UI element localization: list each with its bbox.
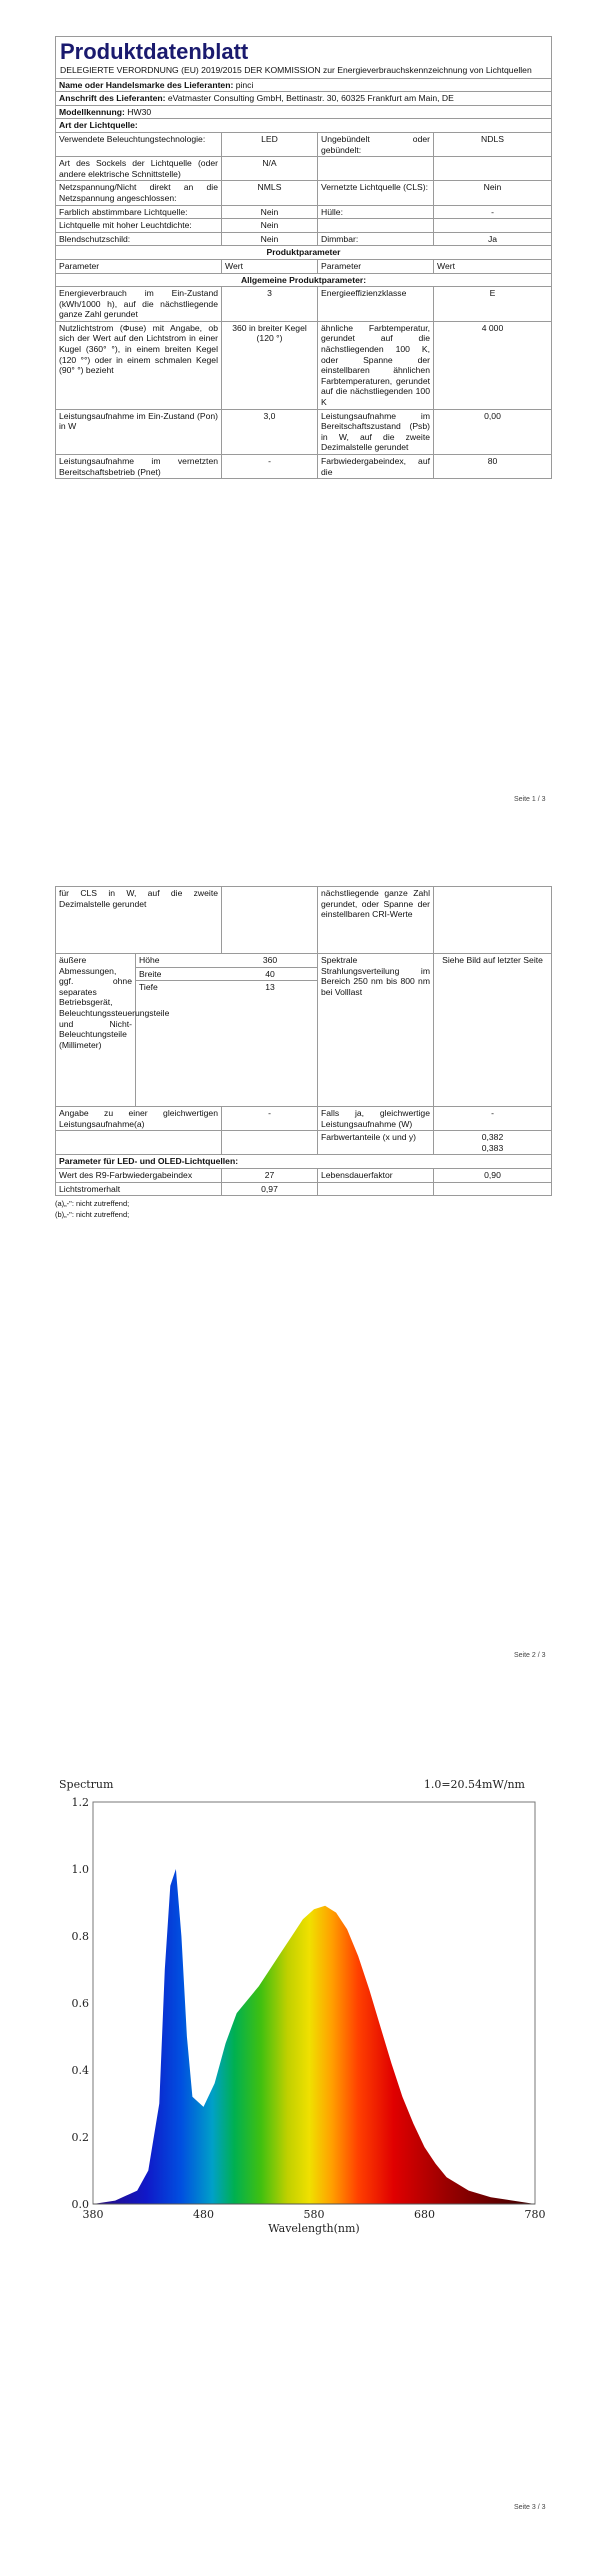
footnote-b: (b)„-": nicht zutreffend; <box>55 1210 130 1220</box>
dimension-name: Höhe <box>136 954 222 967</box>
table-row <box>56 887 552 954</box>
row-value: Ja <box>434 232 552 246</box>
equivalent-power-label: Angabe zu einer gleichwertigen Leistungsaufnahme(a) <box>56 1107 222 1131</box>
row-label: Farblich abstimmbare Lichtquelle: <box>56 205 222 219</box>
row-value: NDLS <box>434 132 552 156</box>
document-title: Produktdatenblatt <box>60 39 249 64</box>
footnote-a: (a)„-": nicht zutreffend; <box>55 1199 130 1209</box>
table-row <box>56 321 552 409</box>
row-value: 3,0 <box>222 409 318 454</box>
row-label: Energieverbrauch im Ein-Zustand (kWh/1000 h), auf die nächstliegende ganze Zahl gerundet <box>56 287 222 322</box>
supplier-address: eVatmaster Consulting GmbH, Bettinastr. 30, 60325 Frankfurt am Main, DE <box>167 93 454 104</box>
table-row <box>56 1131 552 1155</box>
y-tick-label: 1.0 <box>71 1863 89 1876</box>
row-value: NMLS <box>222 181 318 205</box>
page-number: Seite 2 / 3 <box>514 1652 546 1659</box>
table-row <box>56 287 552 322</box>
row-label: Verwendete Beleuchtungstechnologie: <box>56 132 222 156</box>
row-value: 0,00 <box>434 409 552 454</box>
y-tick-label: 0.0 <box>71 2198 89 2211</box>
model-label: Modellkennung: <box>59 106 125 117</box>
page-1 <box>0 0 603 820</box>
row-value: Nein <box>222 219 318 233</box>
table-row <box>56 1107 552 1131</box>
row-value: Nein <box>222 205 318 219</box>
column-header-row <box>56 259 552 273</box>
chromaticity-label: Farbwertanteile (x und y) <box>318 1131 434 1155</box>
row-value: 4 000 <box>434 321 552 409</box>
column-header: Parameter <box>56 259 222 273</box>
x-axis-label: Wavelength(nm) <box>268 2222 360 2235</box>
y-tick-label: 0.6 <box>71 1997 89 2010</box>
row-label: für CLS in W, auf die zweite Dezimalstelle gerundet <box>56 887 222 954</box>
row-label: Art des Sockels der Lichtquelle (oder andere elektrische Schnittstelle) <box>56 157 222 181</box>
row-value: LED <box>222 132 318 156</box>
table-row <box>56 455 552 479</box>
column-header: Parameter <box>318 259 434 273</box>
r9-label: Wert des R9-Farbwiedergabeindex <box>56 1168 222 1182</box>
dimensions-row <box>56 954 552 1107</box>
spectral-value: Siehe Bild auf letzter Seite <box>434 954 552 1107</box>
supplier-address-label: Anschrift des Lieferanten: <box>59 93 166 104</box>
y-tick-label: 0.2 <box>71 2131 89 2144</box>
dimensions-label: äußere Abmessungen, ggf. ohne separates Betriebsgerät, Beleuchtungssteuerungsteile und Nicht-Beleuchtungsteile (Millimeter) <box>56 954 136 1107</box>
supplier-name-label: Name oder Handelsmarke des Lieferanten: <box>59 79 234 90</box>
table-row <box>56 232 552 246</box>
y-tick-label: 0.8 <box>71 1930 89 1943</box>
dimension-value: 40 <box>222 967 318 981</box>
lumen-maintenance-label: Lichtstromerhalt <box>56 1182 222 1196</box>
row-label: Netzspannung/Nicht direkt an die Netzspannung angeschlossen: <box>56 181 222 205</box>
row-label: ähnliche Farbtemperatur, gerundet auf die nächstliegenden 100 K, oder Spanne der einstellbaren ähnlichen Farbtemperaturen, gerundet auf die nächstliegenden 100 K <box>318 321 434 409</box>
row-label: Energieeffizienzklasse <box>318 287 434 322</box>
table-row <box>56 181 552 205</box>
row-label <box>318 219 434 233</box>
row-label: Leistungsaufnahme im Ein-Zustand (Pon) in W <box>56 409 222 454</box>
column-header: Wert <box>222 259 318 273</box>
row-label: Dimmbar: <box>318 232 434 246</box>
datasheet-page-1 <box>55 36 551 479</box>
page-number: Seite 3 / 3 <box>514 2504 546 2511</box>
row-label: Nutzlichtstrom (Φuse) mit Angabe, ob sich der Wert auf den Lichtstrom in einer Kugel (360° °), in einem breiten Kegel (120 °°) oder in einem schmalen Kegel (90° °) bezieht <box>56 321 222 409</box>
row-label: Farbwiedergabeindex, auf die <box>318 455 434 479</box>
y-tick-label: 0.4 <box>71 2064 89 2077</box>
datasheet-table-2 <box>55 886 552 1196</box>
chart-annotation: 1.0=20.54mW/nm <box>423 1778 525 1791</box>
light-source-type-heading: Art der Lichtquelle: <box>56 119 552 133</box>
y-tick-label: 1.2 <box>71 1796 89 1809</box>
dimensions-table <box>136 954 318 994</box>
x-tick-label: 380 <box>82 2208 104 2221</box>
model-id: HW30 <box>127 106 152 117</box>
page-2 <box>0 880 603 1680</box>
lumen-maintenance-value: 0,97 <box>222 1182 318 1196</box>
lifetime-value: 0,90 <box>434 1168 552 1182</box>
spectral-label: Spektrale Strahlungsverteilung im Bereich 250 nm bis 800 nm bei Volllast <box>318 954 434 1107</box>
row-label: Leistungsaufnahme im Bereitschaftszustand (Psb) in W, auf die zweite Dezimalstelle gerundet <box>318 409 434 454</box>
row-value <box>434 219 552 233</box>
table-row <box>56 157 552 181</box>
table-row <box>56 219 552 233</box>
dimension-name: Tiefe <box>139 982 158 993</box>
dimension-value: 360 <box>222 954 318 967</box>
general-parameters-heading: Allgemeine Produktparameter: <box>56 273 552 287</box>
row-label: Blendschutzschild: <box>56 232 222 246</box>
column-header: Wert <box>434 259 552 273</box>
y-axis-label: Spectrum <box>59 1778 114 1791</box>
row-label <box>318 157 434 181</box>
row-value: 80 <box>434 455 552 479</box>
chromaticity-value: 0,382 0,383 <box>434 1131 552 1155</box>
table-row <box>56 409 552 454</box>
dimension-name: Breite <box>136 967 222 981</box>
equivalent-power-w-label: Falls ja, gleichwertige Leistungsaufnahme (W) <box>318 1107 434 1131</box>
regulation-text: DELEGIERTE VERORDNUNG (EU) 2019/2015 DER KOMMISSION zur Energieverbrauchskennzeichnung von Lichtquellen <box>60 65 532 75</box>
table-row <box>56 1168 552 1182</box>
row-label: Lichtquelle mit hoher Leuchtdichte: <box>56 219 222 233</box>
x-tick-label: 680 <box>414 2208 435 2221</box>
row-label: Ungebündelt oder gebündelt: <box>318 132 434 156</box>
row-label: Vernetzte Lichtquelle (CLS): <box>318 181 434 205</box>
datasheet-page-2 <box>55 886 551 1220</box>
row-label: Hülle: <box>318 205 434 219</box>
page-number: Seite 1 / 3 <box>514 796 546 803</box>
dimension-value: 13 <box>265 982 275 993</box>
x-tick-label: 580 <box>303 2208 325 2221</box>
product-parameters-heading: Produktparameter <box>56 246 552 260</box>
r9-value: 27 <box>222 1168 318 1182</box>
x-tick-label: 480 <box>193 2208 214 2221</box>
row-value: Nein <box>222 232 318 246</box>
row-value: 3 <box>222 287 318 322</box>
datasheet-table-1 <box>55 36 552 479</box>
row-value: Nein <box>434 181 552 205</box>
led-parameters-heading: Parameter für LED- und OLED-Lichtquellen: <box>56 1155 552 1169</box>
row-value <box>434 157 552 181</box>
lifetime-label: Lebensdauerfaktor <box>318 1168 434 1182</box>
row-value: - <box>222 455 318 479</box>
table-row <box>56 132 552 156</box>
table-row <box>56 205 552 219</box>
x-tick-label: 780 <box>524 2208 546 2221</box>
equivalent-power-w-value: - <box>434 1107 552 1131</box>
row-label: Leistungsaufnahme im vernetzten Bereitschaftsbetrieb (Pnet) <box>56 455 222 479</box>
supplier-name: pinci <box>235 79 254 90</box>
row-label: nächstliegende ganze Zahl gerundet, oder Spanne der einstellbaren CRI-Werte <box>318 887 434 954</box>
table-row <box>56 1182 552 1196</box>
row-value: E <box>434 287 552 322</box>
row-value: 360 in breiter Kegel (120 °) <box>222 321 318 409</box>
row-value: N/A <box>222 157 318 181</box>
spectrum-svg <box>55 1764 551 2264</box>
row-value: - <box>434 205 552 219</box>
spectrum-chart <box>55 1764 551 2264</box>
equivalent-power-value: - <box>222 1107 318 1131</box>
